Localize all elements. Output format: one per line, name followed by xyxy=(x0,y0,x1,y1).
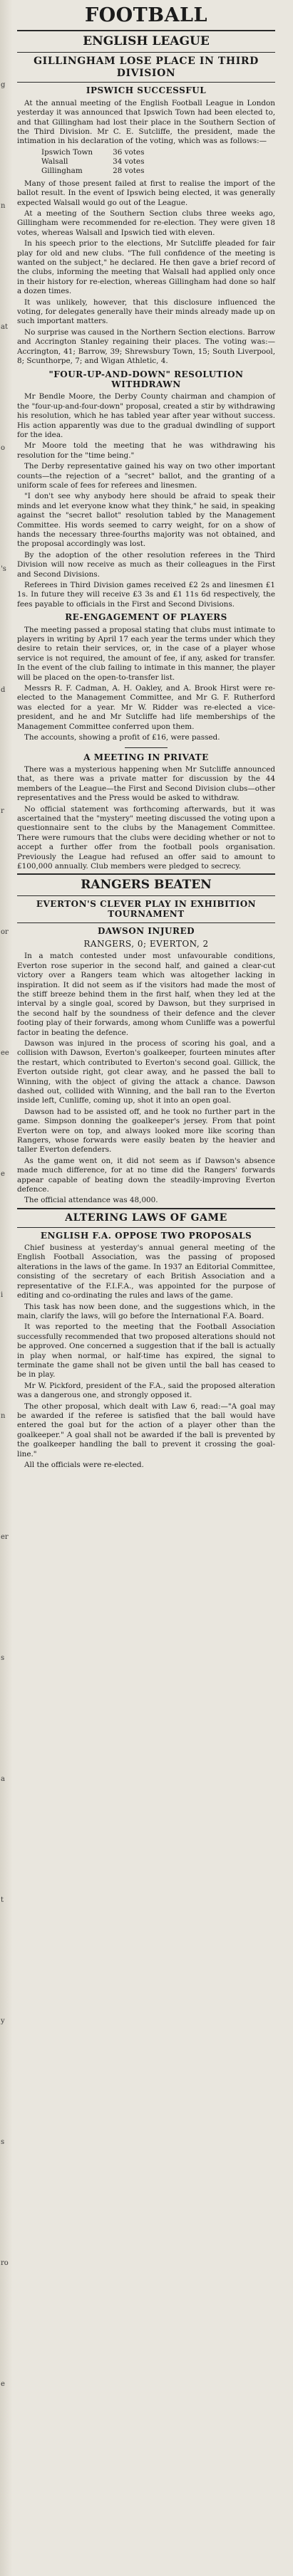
section-title: FOOTBALL xyxy=(84,4,208,26)
rule xyxy=(17,895,275,896)
votes-row xyxy=(41,148,151,157)
gutter-mark: e xyxy=(1,1170,5,1178)
votes-count: 36 votes xyxy=(113,147,145,157)
gutter-mark: g xyxy=(1,81,6,89)
votes-team: Ipswich Town xyxy=(41,147,93,157)
article-column xyxy=(13,0,281,1471)
paragraph: Chief business at yesterday's annual general meeting of the English Football Association, was the passing of proposed alterations in the laws of the game. In 1937 an Editorial Committee, consisting of the secretary of each British Association and a representative of the F.I.F.A., was appointed for the purpose of editing and co-ordinating the rules and laws of the game. xyxy=(17,1244,275,1300)
gutter-mark: d xyxy=(1,686,6,694)
paragraph: The official attendance was 48,000. xyxy=(24,1196,158,1205)
story-headline: ALTERING LAWS OF GAME xyxy=(65,1211,227,1224)
paragraph: No official statement was forthcoming afterwards, but it was ascertained that the "mystery" meeting discussed the voting upon a questionnaire sent to the clubs by the Management Committee. There were rumours that the clubs were deciding whether or not to accept a further offer from the football pools organisation. Previously the League had refused an offer said to amount to £100,000 annually. Club members were pledged to secrecy. xyxy=(17,804,275,871)
gutter-mark: ro xyxy=(1,2259,9,2267)
paragraph: At a meeting of the Southern Section clubs three weeks ago, Gillingham were recommended for re-election. They were given 18 votes, whereas Walsall and Ipswich tied with eleven. xyxy=(17,209,275,237)
paragraph: Messrs R. F. Cadman, A. H. Oakley, and A. Brook Hirst were re-elected to the Management Committee, and Mr G. F. Rutherford was elected for a year. Mr W. Ridder was re-elected a vice-president, and he and Mr Sutcliffe had life memberships of the Management Committee conferred upon them. xyxy=(17,684,275,731)
separator xyxy=(125,747,168,748)
story-subhead: A MEETING IN PRIVATE xyxy=(83,752,209,762)
paragraph: The Derby representative gained his way on two other important counts—the rejection of a "secret" ballot, and the granting of a uniform scale of fees for referees and linesmen. xyxy=(17,462,275,490)
votes-row xyxy=(41,167,151,176)
gutter-mark: s xyxy=(1,2138,5,2146)
paragraph: Mr Bendle Moore, the Derby County chairman and champion of the "four-up-and-four-down" proposal, created a stir by withdrawing his resolution, which he has tabled year after year without success. His action apparently was due to the gradual dwindling of support for the idea. xyxy=(17,392,275,439)
paragraph: Dawson was injured in the process of scoring his goal, and a collision with Dawson, Everton's goalkeeper, fourteen minutes after the restart, which contributed to Everton's second goal. Gillick, the Everton outside right, got clear away, and he passed the ball to Winning, with the object of giving the attack a chance. Dawson dashed out, collided with Winning, and the ball ran to the Everton inside left, Cunliffe, coming up, shot it into an open goal. xyxy=(17,1039,275,1105)
paragraph: The meeting passed a proposal stating that clubs must intimate to players in writing by April 17 each year the terms under which they desire to retain their services, or, in the case of a player whose service is not required, the amount of fee, if any, asked for transfer. In the event of the club failing to intimate in this manner, the player will be placed on the open-to-transfer list. xyxy=(17,625,275,682)
gutter-mark: n xyxy=(1,1412,6,1420)
gutter-mark: s xyxy=(1,1654,5,1662)
paragraph: Dawson had to be assisted off, and he took no further part in the game. Simpson donning the goalkeeper's jersey. From that point Everton were on top, and always looked more like scoring than Rangers, whose forwards were easily beaten by the heavier and taller Everton defenders. xyxy=(17,1107,275,1155)
rule xyxy=(17,1227,275,1228)
paragraph: In his speech prior to the elections, Mr Sutcliffe pleaded for fair play for old and new clubs. "The full confidence of the meeting is wanted on the subject," he declared. He then gave a brief record of the clubs, informing the meeting that Walsall had applied only once in their history for re-election, whereas Gillingham had done so half a dozen times. xyxy=(17,239,275,296)
paragraph: Mr W. Pickford, president of the F.A., said the proposed alteration was a dangerous one, and strongly opposed it. xyxy=(17,1381,275,1400)
paragraph: Many of those present failed at first to realise the import of the ballot result. In the event of Ipswich being elected, it was generally expected Walsall would go out of the League. xyxy=(17,179,275,207)
gutter-mark: a xyxy=(1,1775,5,1783)
paragraph: By the adoption of the other resolution referees in the Third Division will now receive as much as their colleagues in the First and Second Divisions. xyxy=(17,550,275,579)
story-subhead: ENGLISH F.A. OPPOSE TWO PROPOSALS xyxy=(40,1230,252,1241)
paragraph: All the officials were re-elected. xyxy=(24,1461,144,1469)
story-headline: GILLINGHAM LOSE PLACE IN THIRD DIVISION xyxy=(34,55,259,79)
story-subhead: "FOUR-UP-AND-DOWN" RESOLUTION WITHDRAWN xyxy=(48,369,244,389)
paragraph: Referees in Third Division games received £2 2s and linesmen £1 1s. In future they will receive £3 3s and £1 11s 6d respectively, the fees payable to officials in the First and Second Divisions. xyxy=(17,581,275,609)
gutter-mark: t xyxy=(1,1896,4,1904)
league-heading: ENGLISH LEAGUE xyxy=(83,34,210,49)
paragraph: It was unlikely, however, that this disclosure influenced the voting, for delegates generally have their minds already made up on such important matters. xyxy=(17,298,275,326)
paragraph: No surprise was caused in the Northern Section elections. Barrow and Accrington Stanley regaining their places. The voting was:—Accrington, 41; Barrow, 39; Shrewsbury Town, 15; South Liverpool, 8; Scunthorpe, 7; and Wigan Athletic, 4. xyxy=(17,327,275,366)
story-subhead: DAWSON INJURED xyxy=(97,925,195,936)
paragraph: At the annual meeting of the English Football League in London yesterday it was announced that Ipswich Town had been elected to, and that Gillingham had lost their place in the Southern Section of the Third Division. Mr C. E. Sutcliffe, the president, made the intimation in his declaration of the voting, which was as follows:— xyxy=(17,98,275,146)
rule xyxy=(17,82,275,83)
gutter-mark: ee xyxy=(1,1049,9,1057)
gutter-mark: at xyxy=(1,323,8,331)
gutter-mark: i xyxy=(1,1291,4,1299)
votes-team: Gillingham xyxy=(41,166,83,175)
paragraph: The accounts, showing a profit of £16, were passed. xyxy=(24,733,220,742)
paragraph: There was a mysterious happening when Mr Sutcliffe announced that, as there was a private matter for discussion by the 44 members of the League—the First and Second Division clubs—other representatives and the Press would be asked to withdraw. xyxy=(17,764,275,803)
paragraph: The other proposal, which dealt with Law 6, read:—"A goal may be awarded if the referee is satisfied that the ball would have entered the goal but for the action of a player other than the goalkeeper." A goal shall not be awarded if the ball is prevented by the goalkeeper handling the ball to prevent it crossing the goal-line." xyxy=(17,1402,275,1458)
votes-table xyxy=(41,148,151,176)
gutter-mark: r xyxy=(1,807,4,815)
story-headline: RANGERS BEATEN xyxy=(81,878,212,893)
paragraph: As the game went on, it did not seem as if Dawson's absence made much difference, for at no time did the Rangers' forwards appear capable of beating down the steadily-improving Everton defence. xyxy=(17,1156,275,1194)
votes-count: 34 votes xyxy=(113,157,145,166)
gutter-mark: 's xyxy=(1,565,6,573)
gutter-strip xyxy=(0,0,13,2576)
rule xyxy=(17,1208,275,1209)
gutter-mark: n xyxy=(1,202,6,210)
gutter-mark: e xyxy=(1,2380,5,2388)
votes-row xyxy=(41,157,151,167)
votes-team: Walsall xyxy=(41,157,68,166)
gutter-mark: o xyxy=(1,444,6,452)
match-score: RANGERS, 0; EVERTON, 2 xyxy=(83,938,209,949)
paragraph: In a match contested under most unfavourable conditions, Everton rose superior in the second half, and gained a clear-cut victory over a Rangers team which was altogether lacking in inspiration. It did not seem as if the visitors had made the most of the stiff breeze behind them in the first half, when they led at the interval by a single goal, scored by Dawson, but they surprised in the second half by the soundness of their defence and the clever footing play of their forwards, among whom Cunliffe was a powerful factor in beating the defence. xyxy=(17,952,275,1037)
gutter-mark: er xyxy=(1,1533,9,1541)
paragraph: "I don't see why anybody here should be afraid to speak their minds and let everyone know what they think," he said, in speaking against the "secret ballot" resolution tabled by the Management Committee. His words seemed to carry weight, for on a show of hands the necessary three-fourths majority was not obtained, and the proposal accordingly was lost. xyxy=(17,492,275,549)
rule xyxy=(17,52,275,53)
story-subhead: EVERTON'S CLEVER PLAY IN EXHIBITION TOURNAMENT xyxy=(36,898,257,920)
paragraph: It was reported to the meeting that the Football Association successfully recommended that two proposed alterations should not be approved. One concerned a suggestion that if the ball is actually in play when normal, or half-time has expired, the signal to terminate the game shall not be given until the ball has ceased to be in play. xyxy=(17,1323,275,1379)
gutter-mark: or xyxy=(1,928,9,936)
paragraph: Mr Moore told the meeting that he was withdrawing his resolution for the "time being." xyxy=(17,441,275,460)
rule xyxy=(17,30,275,31)
story-subhead: IPSWICH SUCCESSFUL xyxy=(86,85,207,96)
story-subhead: RE-ENGAGEMENT OF PLAYERS xyxy=(65,612,227,623)
votes-count: 28 votes xyxy=(113,166,145,175)
rule xyxy=(17,873,275,875)
gutter-mark: y xyxy=(1,2017,5,2025)
paragraph: This task has now been done, and the suggestions which, in the main, clarify the laws, will go before the International F.A. Board. xyxy=(17,1302,275,1320)
rule xyxy=(17,922,275,923)
